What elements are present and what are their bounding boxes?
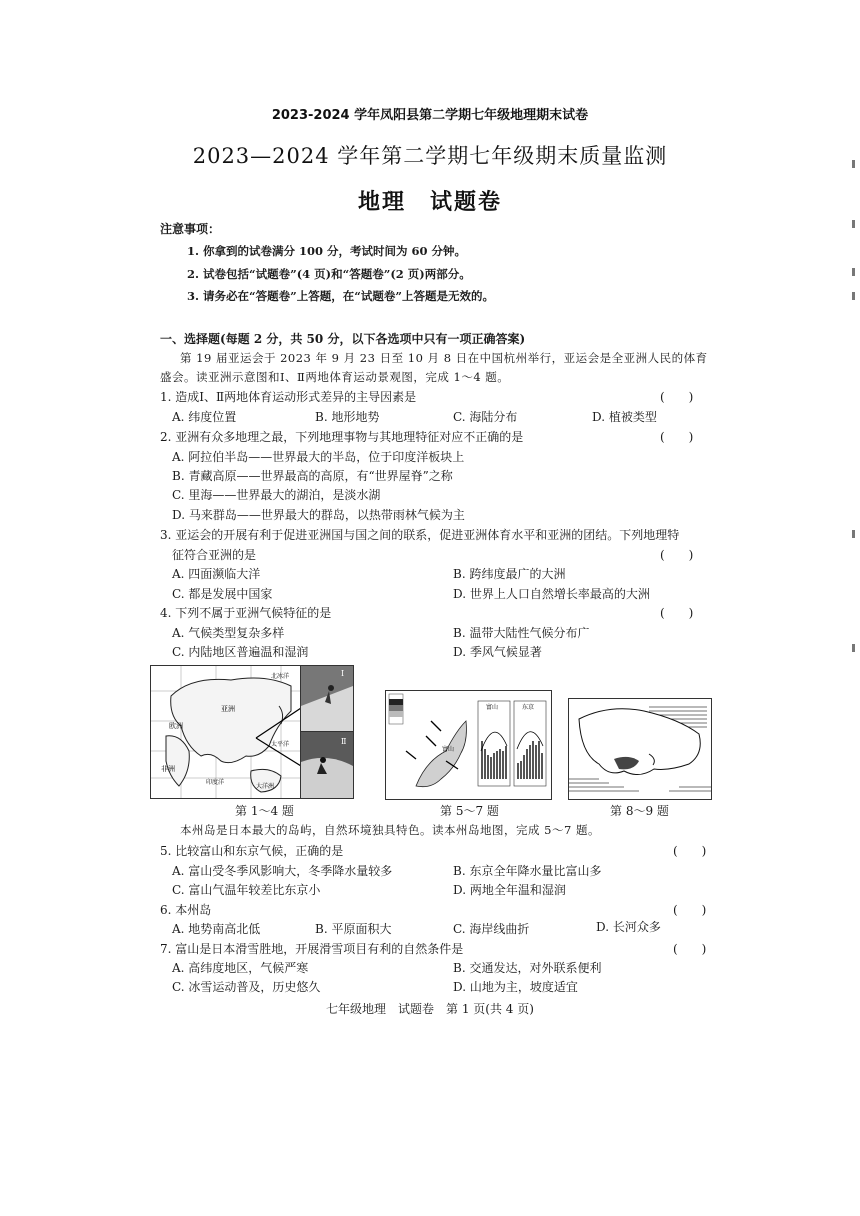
option: C. 海岸线曲折 bbox=[453, 922, 530, 936]
option: C. 内陆地区普遍温和湿润 bbox=[172, 645, 309, 659]
intro-paragraph: 盛会。读亚洲示意图和Ⅰ、Ⅱ两地体育运动景观图，完成 1～4 题。 bbox=[160, 370, 510, 384]
answer-paren: ( ) bbox=[673, 903, 707, 917]
option: B. 交通发达，对外联系便利 bbox=[453, 961, 602, 975]
intro-paragraph: 第 19 届亚运会于 2023 年 9 月 23 日至 10 月 8 日在中国杭州举行，亚运会是全亚洲人民的体育 bbox=[180, 351, 708, 365]
chart-title: 富山 bbox=[486, 704, 499, 711]
question-1-stem: 1. 造成Ⅰ、Ⅱ两地体育运动形式差异的主导因素是 bbox=[160, 390, 417, 404]
map-label: 太平洋 bbox=[271, 741, 290, 748]
map-8-9-figure bbox=[568, 698, 712, 800]
option: D. 山地为主，坡度适宜 bbox=[453, 980, 578, 994]
notice-item: 1. 你拿到的试卷满分 100 分，考试时间为 60 分钟。 bbox=[187, 244, 467, 258]
honshu-figure bbox=[385, 690, 552, 800]
exam-main-title: 2023—2024 学年第二学期七年级期末质量监测 bbox=[192, 144, 668, 168]
option: A. 富山受冬季风影响大，冬季降水量较多 bbox=[172, 864, 393, 878]
asia-map-svg bbox=[151, 666, 301, 798]
page-footer: 七年级地理 试题卷 第 1 页(共 4 页) bbox=[326, 1002, 534, 1016]
notice-item: 3. 请务必在“答题卷”上答题，在“试题卷”上答题是无效的。 bbox=[187, 289, 494, 303]
scan-mark bbox=[852, 160, 855, 168]
notice-heading: 注意事项： bbox=[160, 222, 221, 236]
notice-item: 2. 试卷包括“试题卷”(4 页)和“答题卷”(2 页)两部分。 bbox=[187, 267, 471, 281]
scan-mark bbox=[852, 220, 855, 228]
option: C. 海陆分布 bbox=[453, 410, 518, 424]
answer-paren: ( ) bbox=[660, 606, 694, 620]
scan-mark bbox=[852, 530, 855, 538]
exam-sub-title: 地理 试题卷 bbox=[357, 190, 502, 215]
option: B. 平原面积大 bbox=[315, 922, 392, 936]
photo-label: Ⅱ bbox=[341, 737, 347, 746]
photo-ski bbox=[300, 665, 354, 733]
option: D. 两地全年温和湿润 bbox=[453, 883, 566, 897]
option: B. 跨纬度最广的大洲 bbox=[453, 567, 566, 581]
scan-mark bbox=[852, 292, 855, 300]
option: A. 四面濒临大洋 bbox=[172, 567, 261, 581]
answer-paren: ( ) bbox=[660, 390, 694, 404]
map-label: 富山 bbox=[442, 746, 455, 753]
question-7-stem: 7. 富山是日本滑雪胜地，开展滑雪项目有利的自然条件是 bbox=[160, 942, 464, 956]
question-4-stem: 4. 下列不属于亚洲气候特征的是 bbox=[160, 606, 332, 620]
option: B. 东京全年降水量比富山多 bbox=[453, 864, 602, 878]
answer-paren: ( ) bbox=[660, 548, 694, 562]
option: D. 季风气候显著 bbox=[453, 645, 542, 659]
map-label: 非洲 bbox=[161, 765, 175, 773]
figure-caption: 第 5～7 题 bbox=[440, 804, 499, 818]
section-heading: 一、选择题(每题 2 分，共 50 分，以下各选项中只有一项正确答案) bbox=[160, 332, 526, 346]
option: D. 世界上人口自然增长率最高的大洲 bbox=[453, 587, 650, 601]
answer-paren: ( ) bbox=[673, 942, 707, 956]
option: A. 气候类型复杂多样 bbox=[172, 626, 285, 640]
question-2-stem: 2. 亚洲有众多地理之最，下列地理事物与其地理特征对应不正确的是 bbox=[160, 430, 524, 444]
option: C. 里海——世界最大的湖泊，是淡水湖 bbox=[172, 488, 381, 502]
option: A. 阿拉伯半岛——世界最大的半岛，位于印度洋板块上 bbox=[172, 450, 465, 464]
question-3-stem: 征符合亚洲的是 bbox=[172, 548, 257, 562]
option: C. 都是发展中国家 bbox=[172, 587, 273, 601]
photo-label: Ⅰ bbox=[341, 669, 345, 678]
map-label: 亚洲 bbox=[221, 705, 235, 713]
option: D. 马来群岛——世界最大的群岛，以热带雨林气候为主 bbox=[172, 508, 465, 522]
asia-map-figure bbox=[150, 665, 302, 799]
answer-paren: ( ) bbox=[660, 430, 694, 444]
map-label: 印度洋 bbox=[206, 779, 225, 786]
map-label: 大洋洲 bbox=[256, 783, 275, 790]
passage-paragraph: 本州岛是日本最大的岛屿，自然环境独具特色。读本州岛地图，完成 5～7 题。 bbox=[180, 823, 600, 837]
question-5-stem: 5. 比较富山和东京气候，正确的是 bbox=[160, 844, 344, 858]
map-label: 北冰洋 bbox=[271, 673, 290, 680]
option: C. 冰雪运动普及，历史悠久 bbox=[172, 980, 321, 994]
option: A. 地势南高北低 bbox=[172, 922, 261, 936]
option: B. 地形地势 bbox=[315, 410, 380, 424]
option: D. 长河众多 bbox=[596, 920, 661, 934]
figure-caption: 第 1～4 题 bbox=[235, 804, 294, 818]
option: B. 温带大陆性气候分布广 bbox=[453, 626, 590, 640]
chart-title: 东京 bbox=[522, 704, 535, 711]
option: D. 植被类型 bbox=[592, 410, 657, 424]
option: B. 青藏高原——世界最高的高原，有“世界屋脊”之称 bbox=[172, 469, 453, 483]
option: C. 富山气温年较差比东京小 bbox=[172, 883, 321, 897]
map-label: 欧洲 bbox=[169, 722, 183, 730]
figure-caption: 第 8～9 题 bbox=[610, 804, 669, 818]
answer-paren: ( ) bbox=[673, 844, 707, 858]
scan-mark bbox=[852, 268, 855, 276]
question-6-stem: 6. 本州岛 bbox=[160, 903, 212, 917]
document-title: 2023-2024 学年凤阳县第二学期七年级地理期末试卷 bbox=[271, 108, 589, 123]
option: A. 高纬度地区，气候严寒 bbox=[172, 961, 309, 975]
photo-surf bbox=[300, 731, 354, 799]
option: A. 纬度位置 bbox=[172, 410, 237, 424]
question-3-stem: 3. 亚运会的开展有利于促进亚洲国与国之间的联系，促进亚洲体育水平和亚洲的团结。下列地理特 bbox=[160, 528, 680, 542]
scan-mark bbox=[852, 644, 855, 652]
